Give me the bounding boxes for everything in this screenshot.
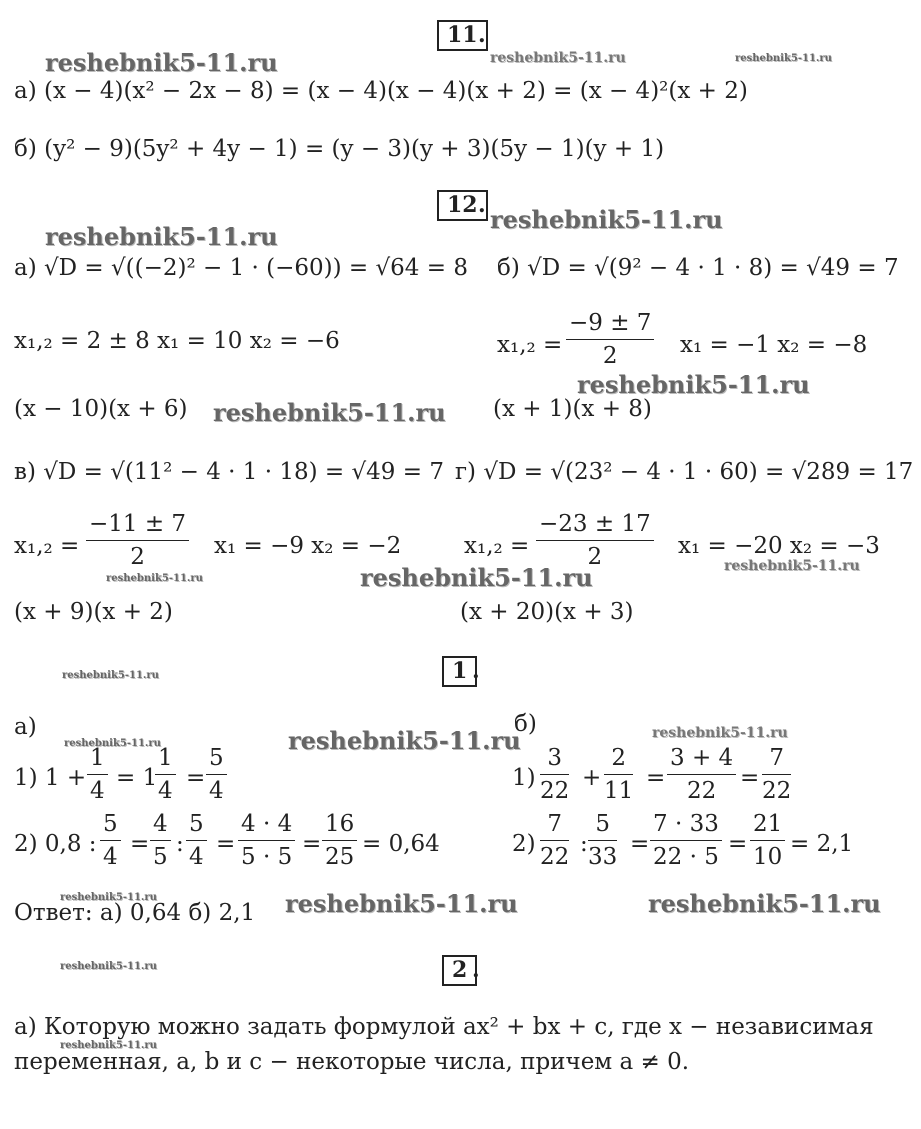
task-12-b-roots: x₁ = −1 x₂ = −8 — [680, 332, 868, 358]
fraction-numerator: 3 + 4 — [667, 747, 736, 775]
fraction-denominator: 4 — [158, 778, 173, 804]
fraction-denominator: 33 — [588, 844, 618, 870]
equals-sign: = — [302, 831, 322, 857]
fraction — [186, 813, 207, 869]
task-12-v-factorization: (x + 9)(x + 2) — [14, 599, 173, 625]
fraction-numerator: 16 — [322, 813, 357, 841]
fraction-numerator: −23 ± 17 — [536, 513, 654, 541]
task-1-b-label: б) — [514, 711, 537, 737]
task-12-v-roots: x₁ = −9 x₂ = −2 — [214, 533, 402, 559]
watermark: reshebnik5-11.ru — [64, 738, 161, 749]
watermark: reshebnik5-11.ru — [213, 398, 446, 427]
task-1-answer: Ответ: а) 0,64 б) 2,1 — [14, 900, 256, 926]
fraction — [667, 747, 736, 803]
colon-sign: : — [176, 831, 184, 857]
task-12-v-x12: x₁,₂ = — [14, 533, 80, 559]
task-12-a-discriminant: а) √D = √((−2)² − 1 · (−60)) = √64 = 8 — [14, 255, 468, 281]
plus-sign: + — [582, 765, 602, 791]
watermark: reshebnik5-11.ru — [652, 725, 788, 741]
task-12-b-x12: x₁,₂ = — [497, 332, 563, 358]
task-number-11: 11 — [437, 20, 488, 51]
task-12-v-discriminant: в) √D = √(11² − 4 · 1 · 18) = √49 = 7 — [14, 459, 444, 485]
task-1-a-label: а) — [14, 714, 37, 740]
task-1-a2-result: = 0,64 — [362, 831, 440, 857]
task-number-1: 1 — [442, 656, 477, 687]
watermark: reshebnik5-11.ru — [724, 558, 860, 574]
fraction-denominator: 2 — [587, 544, 603, 570]
task-2-answer-text: а) Которую можно задать формулой ax² + bx + c, где x − независимая переменная, a, b и c − некоторые числа, причем a ≠ 0. — [14, 1014, 874, 1075]
task-12-g-discriminant: г) √D = √(23² − 4 · 1 · 60) = √289 = 17 — [455, 459, 914, 485]
fraction — [150, 813, 171, 869]
task-1-b1-prefix: 1) — [512, 765, 536, 791]
fraction-denominator: 22 — [686, 778, 717, 804]
task-1-a1-mid: = 1 — [116, 765, 158, 791]
equals-sign: = — [630, 831, 650, 857]
watermark: reshebnik5-11.ru — [45, 222, 278, 251]
task-12-b-discriminant: б) √D = √(9² − 4 · 1 · 8) = √49 = 7 — [497, 255, 899, 281]
fraction-denominator: 5 · 5 — [241, 844, 293, 870]
fraction — [540, 813, 569, 869]
fraction-denominator: 5 — [153, 844, 168, 870]
fraction — [206, 747, 227, 803]
fraction — [650, 813, 722, 869]
fraction-numerator: 5 — [100, 813, 121, 841]
watermark: reshebnik5-11.ru — [60, 892, 157, 903]
watermark: reshebnik5-11.ru — [360, 563, 593, 592]
watermark: reshebnik5-11.ru — [106, 573, 203, 584]
task-12-g-x12: x₁,₂ = — [464, 533, 530, 559]
fraction-numerator: 5 — [588, 813, 617, 841]
fraction-numerator: 2 — [604, 747, 633, 775]
fraction-denominator: 22 · 5 — [653, 844, 719, 870]
fraction — [762, 747, 791, 803]
watermark: reshebnik5-11.ru — [60, 961, 157, 972]
fraction-denominator: 4 — [209, 778, 224, 804]
watermark: reshebnik5-11.ru — [735, 53, 832, 64]
fraction — [540, 747, 569, 803]
fraction-denominator: 2 — [130, 544, 145, 570]
watermark: reshebnik5-11.ru — [490, 50, 626, 66]
fraction-numerator: 4 — [150, 813, 171, 841]
watermark: reshebnik5-11.ru — [577, 370, 810, 399]
fraction — [322, 813, 357, 869]
watermark: reshebnik5-11.ru — [288, 726, 521, 755]
watermark: reshebnik5-11.ru — [45, 48, 278, 77]
task-1-b2-prefix: 2) — [512, 831, 536, 857]
task-12-g-fraction — [536, 513, 654, 569]
fraction — [238, 813, 295, 869]
fraction-denominator: 25 — [325, 844, 355, 870]
task-12-b-fraction — [566, 312, 654, 368]
task-12-a-roots: x₁,₂ = 2 ± 8 x₁ = 10 x₂ = −6 — [14, 328, 340, 354]
task-1-a1-prefix: 1) 1 + — [14, 765, 87, 791]
task-11-b: б) (y² − 9)(5y² + 4y − 1) = (y − 3)(y + 3)(5y − 1)(y + 1) — [14, 136, 665, 162]
task-1-b2-result: = 2,1 — [790, 831, 854, 857]
task-number-dot: . — [472, 658, 480, 684]
fraction — [750, 813, 785, 869]
fraction-denominator: 10 — [753, 844, 783, 870]
fraction-numerator: 1 — [155, 747, 176, 775]
task-12-b-factorization: (x + 1)(x + 8) — [493, 396, 652, 422]
fraction-denominator: 4 — [90, 778, 105, 804]
fraction-numerator: 5 — [206, 747, 227, 775]
task-12-g-factorization: (x + 20)(x + 3) — [460, 599, 634, 625]
equals-sign: = — [728, 831, 748, 857]
fraction — [155, 747, 176, 803]
task-number-dot: . — [478, 192, 486, 218]
fraction-denominator: 4 — [189, 844, 204, 870]
watermark: reshebnik5-11.ru — [60, 1040, 157, 1051]
fraction-denominator: 2 — [602, 343, 618, 369]
fraction-numerator: 7 · 33 — [650, 813, 722, 841]
task-11-a: а) (x − 4)(x² − 2x − 8) = (x − 4)(x − 4)(x + 2) = (x − 4)²(x + 2) — [14, 78, 748, 104]
fraction-numerator: 1 — [87, 747, 108, 775]
fraction-numerator: −11 ± 7 — [86, 513, 189, 541]
fraction-numerator: 5 — [186, 813, 207, 841]
fraction-numerator: −9 ± 7 — [566, 312, 654, 340]
equals-sign: = — [646, 765, 666, 791]
equals-sign: = — [130, 831, 150, 857]
watermark: reshebnik5-11.ru — [648, 889, 881, 918]
fraction-numerator: 3 — [540, 747, 569, 775]
task-number-dot: . — [478, 22, 486, 48]
fraction-denominator: 11 — [604, 778, 634, 804]
task-12-v-fraction — [86, 513, 189, 569]
equals-sign: = — [740, 765, 760, 791]
fraction-numerator: 21 — [750, 813, 785, 841]
fraction-denominator: 22 — [762, 778, 792, 804]
equals-sign: = — [216, 831, 236, 857]
watermark: reshebnik5-11.ru — [285, 889, 518, 918]
task-12-a-factorization: (x − 10)(x + 6) — [14, 396, 188, 422]
fraction — [588, 813, 617, 869]
task-number-12: 12 — [437, 190, 488, 221]
fraction — [604, 747, 633, 803]
fraction-numerator: 4 · 4 — [238, 813, 295, 841]
task-1-a2-prefix: 2) 0,8 : — [14, 831, 97, 857]
task-1-a1-eq: = — [186, 765, 206, 791]
task-number-2: 2 — [442, 955, 477, 986]
fraction-denominator: 22 — [540, 778, 570, 804]
task-number-dot: . — [472, 957, 480, 983]
watermark: reshebnik5-11.ru — [62, 670, 159, 681]
watermark: reshebnik5-11.ru — [490, 205, 723, 234]
colon-sign: : — [580, 831, 588, 857]
fraction-denominator: 4 — [103, 844, 118, 870]
fraction — [100, 813, 121, 869]
task-12-g-roots: x₁ = −20 x₂ = −3 — [678, 533, 880, 559]
fraction — [87, 747, 108, 803]
fraction-numerator: 7 — [540, 813, 569, 841]
fraction-denominator: 22 — [540, 844, 570, 870]
fraction-numerator: 7 — [762, 747, 791, 775]
